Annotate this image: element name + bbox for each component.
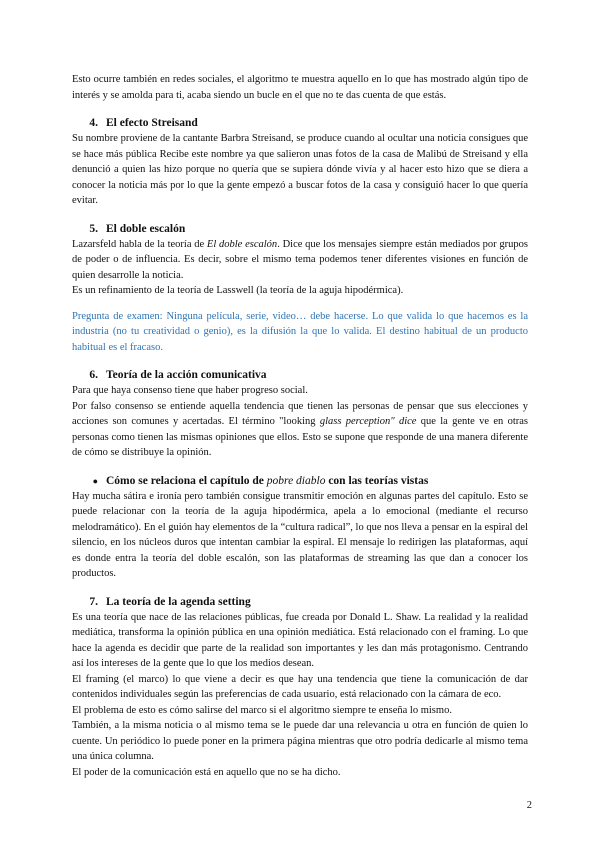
section-7-paragraph-1: Es una teoría que nace de las relaciones públicas, fue creada por Donald L. Shaw. La realidad y la realidad mediática, transforma la opinión pública en una opinión mediática. Está relacionado con el framing. Lo que hace la agenda es decidir que parte de la realidad son importantes y les dan más protagonismo. Centrando así los intereses de la gente que lo que los medios desean.	[72, 611, 528, 669]
document-page	[72, 72, 528, 780]
section-4-title: El efecto Streisand	[106, 117, 198, 129]
section-7-paragraph-4: También, a la misma noticia o al mismo tema se le puede dar una relevancia u otra en función de quien lo cuente. Un periódico lo puede poner en la primera página mientras que otro podría dedicarle al mismo tema una única columna.	[72, 720, 528, 762]
section-4-body: Su nombre proviene de la cantante Barbra Streisand, se produce cuando al ocultar una noticia consigues que se hace más pública Recibe este nombre ya que salieron unas fotos de la casa de Malibú de Streisand y ella denunció a quien las hizo porque no quería que se supiera dónde vivía y al hacer esto hizo que se diera a conocer la noticia más por lo que la gente empezó a buscar fotos de la casa y consiguió hacer lo que quería evitar.	[72, 133, 528, 206]
bullet-body: Hay mucha sátira e ironía pero también consigue transmitir emoción en algunas partes del capítulo. Esto se puede relacionar con la teoría de la aguja hipodérmica, apela a lo emocional (mediante el recurso melodramático). En el guión hay elementos de la “cultura radical”, lo que nos lleva a pensar en la espiral del silencio, en los núcleos duros que intentan cambiar la espiral. El mensaje lo redirigen las plataformas, aquí es donde entra la teoría del doble escalón, son las plataformas de streaming las que dan a conocer los productos.	[72, 490, 528, 579]
section-5-paragraph-1: Lazarsfeld habla de la teoría de El doble escalón. Dice que los mensajes siempre están mediados por grupos de poder o de influencia. Es decir, sobre el mismo tema podemos tener diferentes visiones en función de quien desarrolle la noticia.	[72, 238, 529, 281]
section-6-heading	[72, 367, 528, 383]
section-5-title: El doble escalón	[106, 222, 186, 235]
section-6-number: 6.	[89, 369, 98, 381]
bullet-title: Cómo se relaciona el capítulo de pobre diablo con las teorías vistas	[106, 474, 429, 487]
page-number: 2	[526, 800, 532, 811]
section-7-paragraph-2: El framing (el marco) lo que viene a decir es que hay una tendencia que tiene la comunicación de dar contenidos individuales según las preferencias de cada usuario, está relacionado con la cámara de eco.	[72, 673, 528, 700]
section-7-heading	[72, 594, 528, 610]
glass-perception-italic: glass perception" dice	[319, 416, 417, 427]
pobre-diablo-italic: pobre diablo	[266, 474, 326, 487]
section-7-paragraph-5: El poder de la comunicación está en aquello que no se ha dicho.	[72, 766, 341, 778]
section-6-title: Teoría de la acción comunicativa	[106, 369, 267, 381]
intro-paragraph: Esto ocurre también en redes sociales, el algoritmo te muestra aquello en lo que has mostrado algún tipo de interés y se amolda para ti, acaba siendo un bucle en el que no te das cuenta de que estás.	[72, 74, 528, 101]
doble-escalon-italic: El doble escalón	[206, 238, 278, 250]
bullet-heading	[72, 473, 528, 489]
section-4-heading	[72, 115, 528, 131]
section-4-number: 4.	[89, 117, 98, 129]
section-7-paragraph-3: El problema de esto es cómo salirse del marco si el algoritmo siempre te enseña lo mismo.	[72, 704, 452, 716]
section-5-number: 5.	[89, 222, 98, 235]
section-6-paragraph-1: Para que haya consenso tiene que haber progreso social.	[72, 385, 308, 396]
section-6-paragraph-2: Por falso consenso se entiende aquella tendencia que tienen las personas de pensar que sus elecciones y acciones son comunes y acertadas. El término "looking glass perception" dice que la gente ve en otras personas como tienen las mismas opiniones que ellos. Esto se supone que responde de una manera diferente de cómo se distribuye la opinión.	[72, 400, 528, 458]
section-5-paragraph-2: Es un refinamiento de la teoría de Lasswell (la teoría de la aguja hipodérmica).	[72, 285, 404, 296]
section-7-title: La teoría de la agenda setting	[106, 595, 251, 608]
section-5-heading	[72, 221, 528, 237]
section-7-number: 7.	[89, 595, 98, 608]
exam-question-note: Pregunta de examen: Ninguna película, serie, video… debe hacerse. Lo que valida lo que hacemos es la industria (no tu creatividad o genio), es la difusión la que lo valida. El destino habitual de un producto habitual es el fracaso.	[72, 310, 528, 353]
bullet-icon: ●	[92, 475, 98, 486]
